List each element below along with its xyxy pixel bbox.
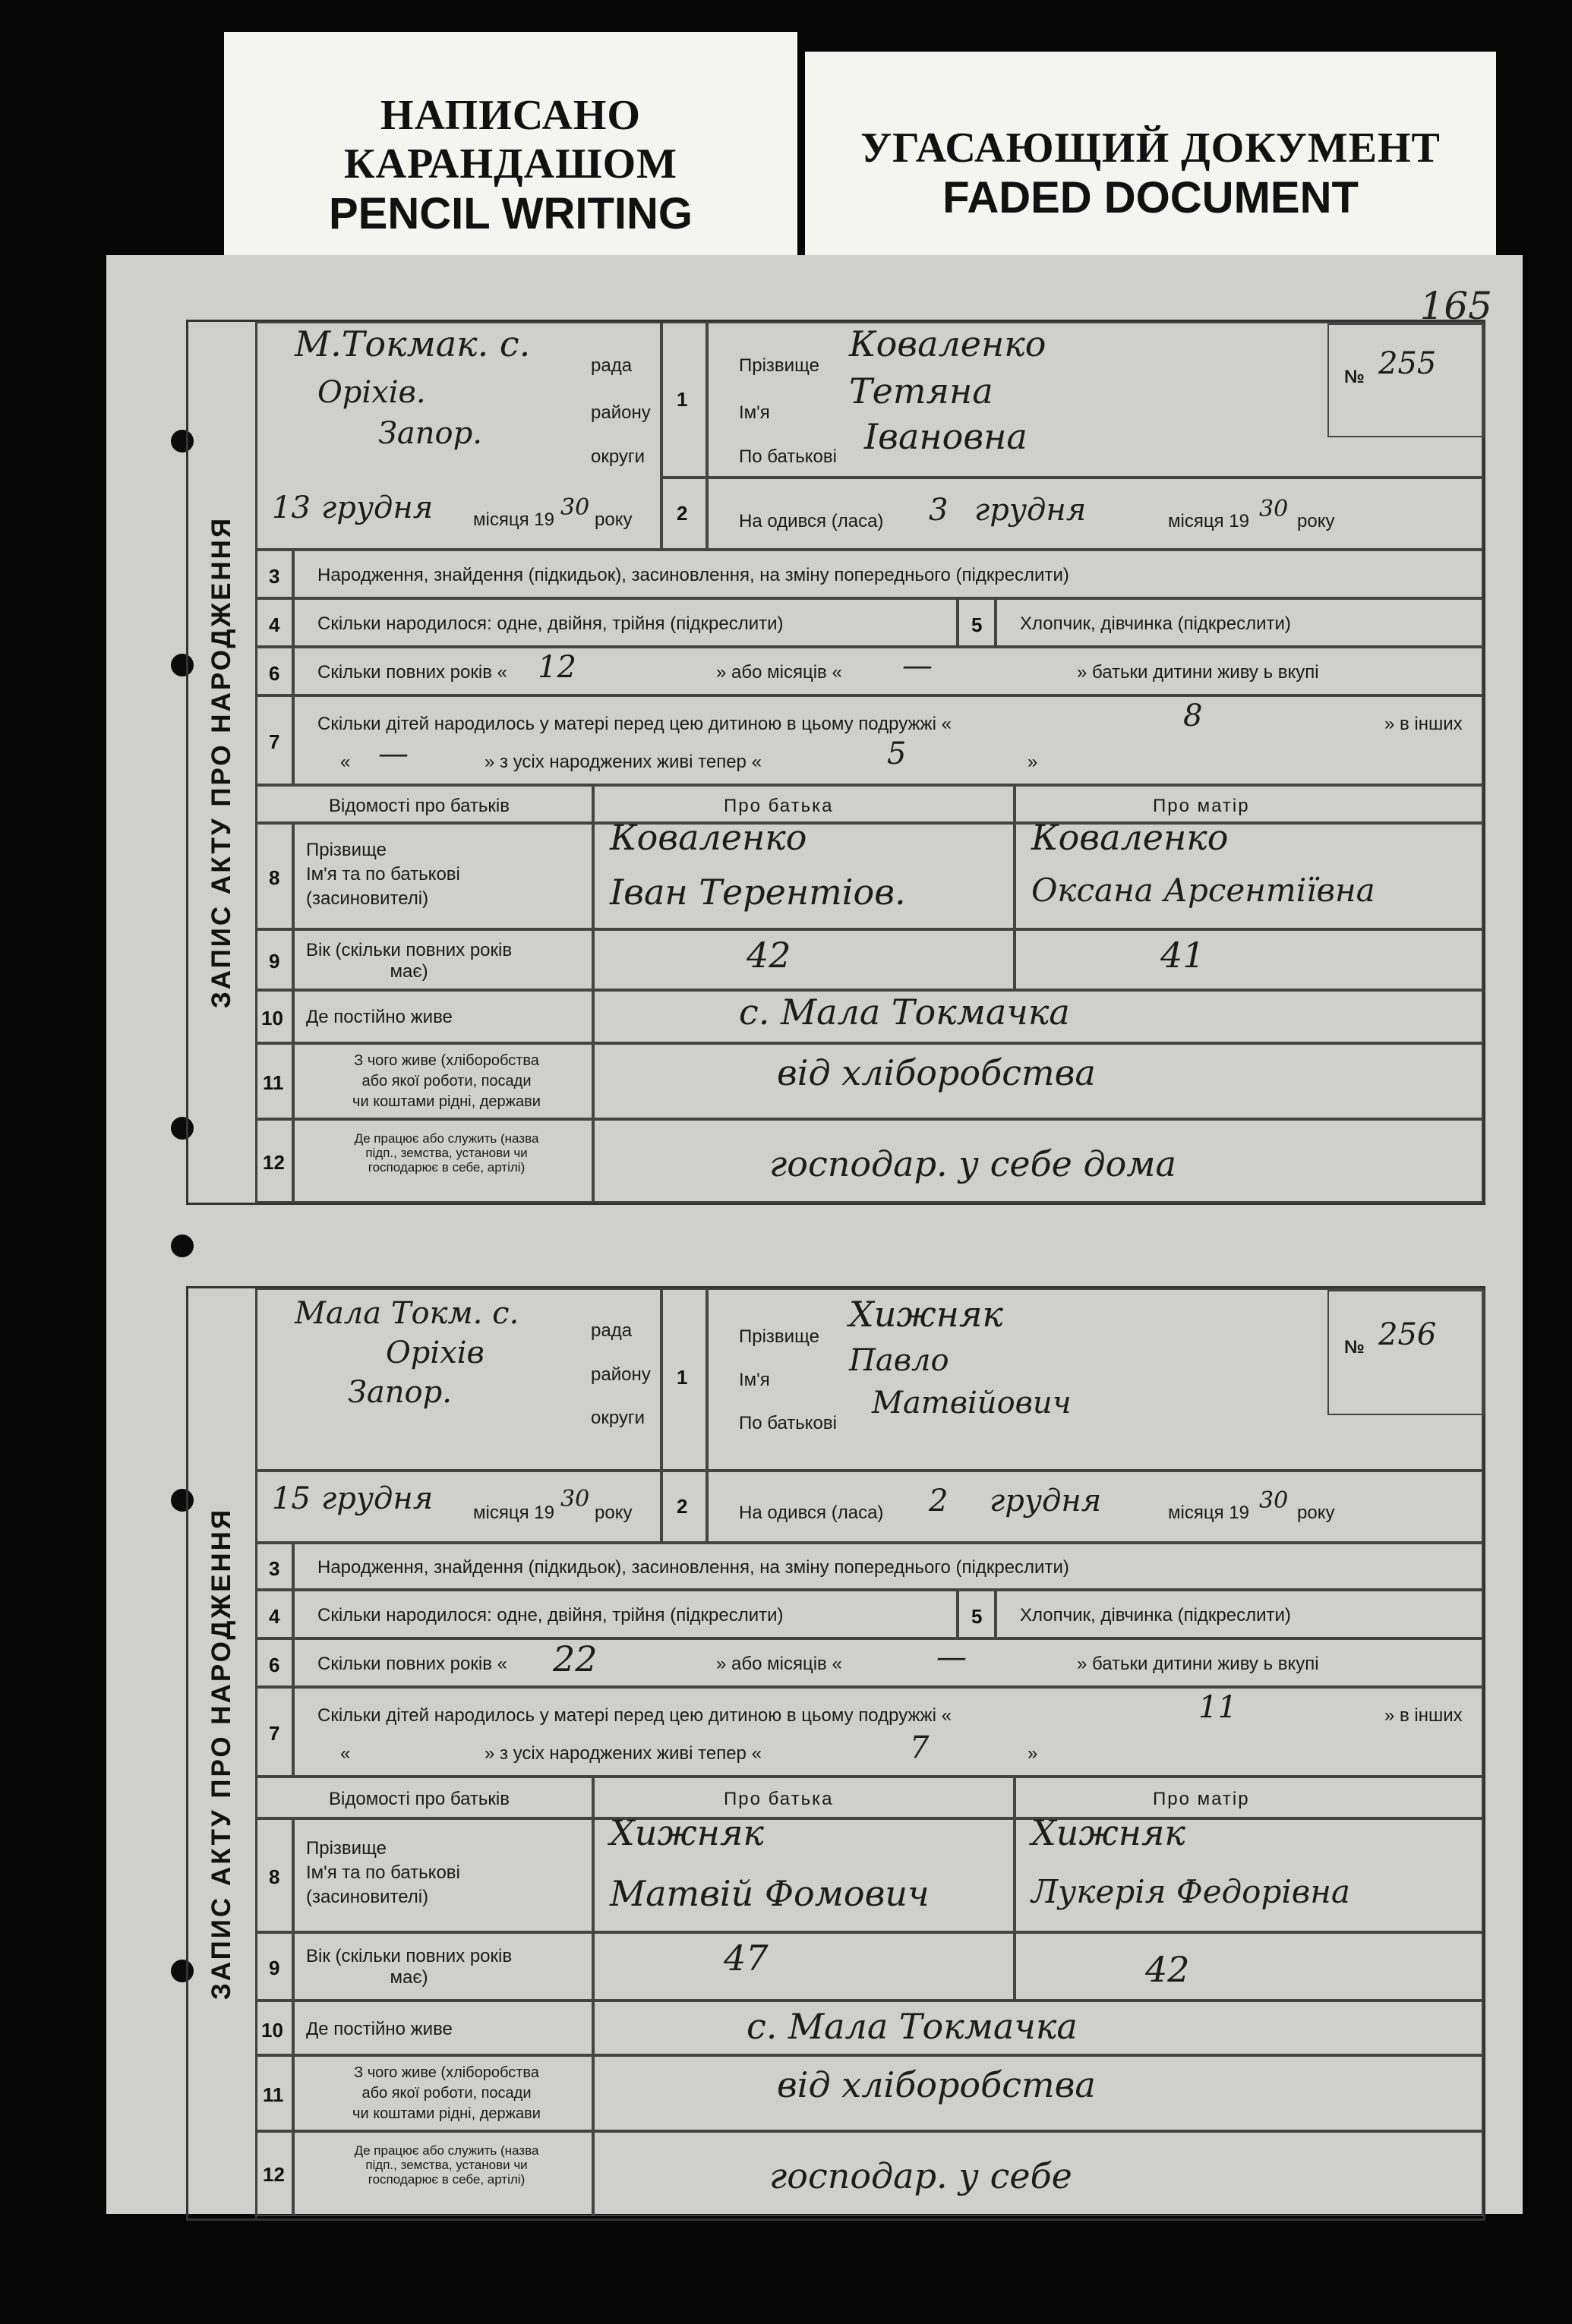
row-8-text: Прізвище Ім'я та по батькові (засиновителі) bbox=[306, 1838, 460, 1907]
header-vidomosti bbox=[255, 1777, 593, 1818]
father-age-cell bbox=[593, 1932, 1015, 2001]
row-3-text: Народження, знайдення (підкидьок), засиновлення, на зміну попереднього (підкреслити) bbox=[317, 565, 1069, 585]
birth-date-cell bbox=[707, 478, 1483, 550]
row-12-label bbox=[293, 1119, 593, 1203]
row-4-text: Скільки народилося: одне, двійня, трійня (підкреслити) bbox=[317, 1605, 784, 1626]
row-9-label bbox=[293, 929, 593, 990]
row-number-cell bbox=[661, 478, 707, 550]
row-num: 7 bbox=[269, 730, 280, 753]
punch-hole-icon bbox=[171, 1235, 194, 1257]
row-num: 4 bbox=[269, 613, 280, 636]
reg-day: 15 bbox=[272, 1481, 311, 1516]
row-num: 4 bbox=[269, 1605, 280, 1628]
row-num: 8 bbox=[269, 866, 280, 889]
row-8-label bbox=[293, 1818, 593, 1932]
rada-label: рада bbox=[591, 355, 633, 376]
header-text: Відомості про батьків bbox=[329, 796, 510, 816]
row-7-text: Скільки дітей народилось у матері перед цею дитиною в цьому подружжі « bbox=[317, 1705, 952, 1726]
row-num: 12 bbox=[263, 2163, 285, 2186]
children-alive: 7 bbox=[910, 1730, 930, 1765]
okrug-value: Запор. bbox=[378, 416, 482, 451]
row-number-cell bbox=[255, 990, 293, 1043]
birth-day: 2 bbox=[929, 1484, 949, 1518]
label-text: УГАСАЮЩИЙ ДОКУМЕНТ bbox=[860, 125, 1441, 172]
label-text: FADED DOCUMENT bbox=[942, 173, 1359, 222]
vertical-title-text: ЗАПИС АКТУ ПРО НАРОДЖЕННЯ bbox=[207, 516, 236, 1009]
header-text: Про матір bbox=[1153, 796, 1250, 816]
year-label: року bbox=[595, 509, 633, 530]
residence-value: с. Мала Токмачка bbox=[739, 992, 1070, 1033]
row-num: 7 bbox=[269, 1722, 280, 1745]
row-number-cell bbox=[255, 1638, 293, 1687]
children-other: — bbox=[378, 736, 409, 771]
mother-age-cell bbox=[1015, 929, 1483, 990]
name-label: Ім'я bbox=[739, 402, 770, 423]
row-8-label bbox=[293, 823, 593, 929]
row-number-cell bbox=[255, 1543, 293, 1590]
row-number-cell bbox=[255, 929, 293, 990]
born-label: На одився (ласа) bbox=[739, 511, 884, 531]
row-6-text: » батьки дитини живу ь вкупі bbox=[1077, 1654, 1319, 1674]
livelihood-cell bbox=[593, 2055, 1483, 2131]
row-number-cell bbox=[255, 1687, 293, 1777]
surname-label: Прізвище bbox=[739, 355, 819, 376]
reg-month: грудня bbox=[321, 1481, 434, 1516]
row-number-cell bbox=[958, 598, 996, 647]
row-number-cell bbox=[255, 1119, 293, 1203]
reg-day: 13 bbox=[272, 490, 311, 525]
row-num: 3 bbox=[269, 565, 280, 588]
mother-name-cell bbox=[1015, 817, 1483, 929]
livelihood-value: від хліборобства bbox=[777, 1052, 1096, 1093]
mother-name: Лукерія Федорівна bbox=[1031, 1873, 1350, 1910]
record-number: 256 bbox=[1378, 1317, 1437, 1352]
months-together: — bbox=[902, 648, 933, 683]
row-num: 12 bbox=[263, 1151, 285, 1174]
row-7-text: « bbox=[340, 752, 351, 772]
raion-label: району bbox=[591, 402, 651, 423]
row-num: 6 bbox=[269, 662, 280, 685]
month-label: місяця 19 bbox=[473, 509, 554, 530]
birth-year: 30 bbox=[1259, 496, 1289, 522]
children-before: 11 bbox=[1198, 1690, 1237, 1725]
mother-surname: Коваленко bbox=[1031, 817, 1229, 858]
okrug-label: округи bbox=[591, 1408, 646, 1428]
row-6-text: Скільки повних років « bbox=[317, 1654, 507, 1674]
row-7 bbox=[293, 695, 1483, 785]
rada-label: рада bbox=[591, 1320, 633, 1341]
row-7-text: » bbox=[1027, 752, 1038, 772]
row-num: 2 bbox=[677, 1495, 688, 1518]
row-4 bbox=[293, 1590, 958, 1638]
surname-value: Хижняк bbox=[849, 1294, 1003, 1335]
row-7-text: Скільки дітей народилось у матері перед цею дитиною в цьому подружжі « bbox=[317, 714, 952, 734]
child-name-cell bbox=[707, 322, 1483, 478]
record-number: 255 bbox=[1378, 346, 1437, 381]
number-label: № bbox=[1344, 367, 1365, 387]
row-3 bbox=[293, 550, 1483, 598]
header-text: Про матір bbox=[1153, 1789, 1250, 1809]
patronymic-value: Івановна bbox=[864, 416, 1027, 457]
birth-date-cell bbox=[707, 1471, 1483, 1543]
month-label: місяця 19 bbox=[1168, 511, 1249, 531]
row-7-text: » в інших bbox=[1384, 1705, 1463, 1726]
row-9-text: Вік (скільки повних років має) bbox=[306, 1946, 513, 1988]
father-name-cell bbox=[593, 1812, 1015, 1932]
mother-age: 41 bbox=[1160, 935, 1205, 976]
row-7 bbox=[293, 1687, 1483, 1777]
month-label: місяця 19 bbox=[1168, 1503, 1249, 1523]
faded-document-label bbox=[805, 52, 1496, 257]
mother-age-cell bbox=[1015, 1932, 1483, 2001]
row-number-cell bbox=[255, 1932, 293, 2001]
row-num: 2 bbox=[677, 502, 688, 525]
row-12-label bbox=[293, 2131, 593, 2216]
rada-value: М.Токмак. с. bbox=[295, 323, 531, 364]
row-9-label bbox=[293, 1932, 593, 2001]
vertical-title bbox=[188, 322, 257, 1203]
row-num: 5 bbox=[971, 613, 983, 636]
place-cell bbox=[255, 1288, 661, 1471]
header-text: Про батька bbox=[724, 796, 834, 816]
raion-label: району bbox=[591, 1364, 651, 1385]
row-num: 5 bbox=[971, 1605, 983, 1628]
mother-name-cell bbox=[1015, 1812, 1483, 1932]
pencil-writing-label bbox=[224, 32, 797, 256]
residence-cell bbox=[593, 990, 1483, 1043]
row-5 bbox=[996, 598, 1483, 647]
row-11-label bbox=[293, 1043, 593, 1119]
label-text: PENCIL WRITING bbox=[328, 189, 693, 238]
row-number-cell bbox=[958, 1590, 996, 1638]
page-number: 165 bbox=[1419, 284, 1492, 328]
okrug-label: округи bbox=[591, 446, 646, 467]
row-4 bbox=[293, 598, 958, 647]
surname-value: Коваленко bbox=[849, 323, 1046, 364]
birth-month: грудня bbox=[990, 1484, 1102, 1518]
row-number-cell bbox=[255, 647, 293, 695]
row-10-label bbox=[293, 990, 593, 1043]
row-12-text: Де працює або служить (назва підп., земства, установи чи господарює в себе, артілі) bbox=[354, 1131, 539, 1175]
row-11-text: З чого живе (хліборобства або якої роботи, посади чи коштами рідні, держави bbox=[352, 1052, 541, 1110]
vertical-title-text: ЗАПИС АКТУ ПРО НАРОДЖЕННЯ bbox=[207, 1507, 236, 2000]
row-6-text: Скільки повних років « bbox=[317, 662, 507, 683]
row-7-text: » в інших bbox=[1384, 714, 1463, 734]
record-number-box bbox=[1327, 1290, 1485, 1415]
name-value: Павло bbox=[849, 1343, 949, 1378]
birth-month: грудня bbox=[974, 493, 1087, 528]
born-label: На одився (ласа) bbox=[739, 1503, 884, 1523]
father-age: 47 bbox=[724, 1938, 769, 1979]
row-6-text: » або місяців « bbox=[716, 662, 842, 683]
patronymic-label: По батькові bbox=[739, 1413, 837, 1433]
row-number-cell bbox=[255, 695, 293, 785]
row-3-text: Народження, знайдення (підкидьок), засиновлення, на зміну попереднього (підкреслити) bbox=[317, 1557, 1069, 1578]
row-num: 10 bbox=[261, 1007, 283, 1030]
header-text: Відомості про батьків bbox=[329, 1789, 510, 1809]
row-12-text: Де працює або служить (назва підп., земства, установи чи господарює в себе, артілі) bbox=[354, 2143, 539, 2187]
row-num: 8 bbox=[269, 1865, 280, 1888]
row-number-cell bbox=[255, 823, 293, 929]
row-7-text: » bbox=[1027, 1743, 1038, 1764]
children-alive: 5 bbox=[887, 736, 907, 771]
residence-cell bbox=[593, 2001, 1483, 2055]
father-surname: Коваленко bbox=[610, 817, 807, 858]
children-before: 8 bbox=[1183, 698, 1203, 733]
residence-value: с. Мала Токмачка bbox=[747, 2006, 1078, 2047]
row-number-cell bbox=[255, 1590, 293, 1638]
row-num: 6 bbox=[269, 1654, 280, 1676]
row-6 bbox=[293, 647, 1483, 695]
row-num: 9 bbox=[269, 1957, 280, 1979]
row-11-label bbox=[293, 2055, 593, 2131]
birth-record-256 bbox=[186, 1286, 1485, 2221]
father-name: Іван Терентіов. bbox=[610, 872, 906, 913]
row-6-text: » батьки дитини живу ь вкупі bbox=[1077, 662, 1319, 683]
surname-label: Прізвище bbox=[739, 1326, 819, 1347]
patronymic-label: По батькові bbox=[739, 446, 837, 467]
work-cell bbox=[593, 2131, 1483, 2216]
raion-value: Оріхів. bbox=[317, 375, 426, 410]
patronymic-value: Матвійович bbox=[872, 1386, 1072, 1421]
row-number-cell bbox=[255, 550, 293, 598]
name-value: Тетяна bbox=[849, 371, 993, 412]
label-text: КАРАНДАШОМ bbox=[344, 140, 677, 188]
row-number-cell bbox=[255, 598, 293, 647]
birth-record-255 bbox=[186, 320, 1485, 1205]
father-name-cell bbox=[593, 817, 1015, 929]
row-5 bbox=[996, 1590, 1483, 1638]
months-together: — bbox=[936, 1640, 967, 1675]
work-value: господар. у себе bbox=[769, 2155, 1072, 2196]
reg-date-cell bbox=[255, 1471, 661, 1543]
row-num: 10 bbox=[261, 2019, 283, 2042]
month-label: місяця 19 bbox=[473, 1503, 554, 1523]
row-3 bbox=[293, 1543, 1483, 1590]
work-cell bbox=[593, 1119, 1483, 1203]
row-9-text: Вік (скільки повних років має) bbox=[306, 940, 513, 982]
row-num: 1 bbox=[677, 1366, 688, 1389]
father-surname: Хижняк bbox=[610, 1812, 764, 1853]
row-10-text: Де постійно живе bbox=[306, 2019, 453, 2039]
number-label: № bbox=[1344, 1337, 1365, 1358]
row-num: 11 bbox=[263, 2083, 284, 2106]
father-age-cell bbox=[593, 929, 1015, 990]
row-number-cell bbox=[255, 2055, 293, 2131]
row-number-cell bbox=[661, 1288, 707, 1471]
row-4-text: Скільки народилося: одне, двійня, трійня (підкреслити) bbox=[317, 613, 784, 634]
place-cell bbox=[255, 322, 661, 550]
row-number-cell bbox=[661, 1471, 707, 1543]
header-text: Про батька bbox=[724, 1789, 834, 1809]
father-name: Матвій Фомович bbox=[610, 1873, 930, 1914]
row-6-text: » або місяців « bbox=[716, 1654, 842, 1674]
year-label: року bbox=[595, 1503, 633, 1523]
livelihood-cell bbox=[593, 1043, 1483, 1119]
row-num: 3 bbox=[269, 1557, 280, 1580]
row-number-cell bbox=[661, 322, 707, 478]
row-number-cell bbox=[255, 1043, 293, 1119]
row-number-cell bbox=[255, 2131, 293, 2216]
row-num: 1 bbox=[677, 388, 688, 411]
work-value: господар. у себе дома bbox=[769, 1143, 1176, 1184]
raion-value: Оріхів bbox=[386, 1335, 485, 1370]
row-number-cell bbox=[255, 1818, 293, 1932]
row-7-text: » з усіх народжених живі тепер « bbox=[485, 1743, 762, 1764]
reg-year: 30 bbox=[560, 494, 590, 521]
year-label: року bbox=[1297, 1503, 1335, 1523]
row-8-text: Прізвище Ім'я та по батькові (засиновителі) bbox=[306, 840, 460, 909]
okrug-value: Запор. bbox=[348, 1375, 452, 1410]
row-num: 11 bbox=[263, 1071, 284, 1094]
row-5-text: Хлопчик, дівчинка (підкреслити) bbox=[1020, 1605, 1291, 1626]
row-10-text: Де постійно живе bbox=[306, 1007, 453, 1027]
label-text: НАПИСАНО bbox=[380, 92, 641, 139]
vertical-title bbox=[188, 1288, 257, 2218]
row-10-label bbox=[293, 2001, 593, 2055]
name-label: Ім'я bbox=[739, 1370, 770, 1390]
birth-day: 3 bbox=[929, 493, 949, 528]
document-sheet bbox=[106, 255, 1523, 2214]
years-together: 12 bbox=[538, 650, 576, 685]
rada-value: Мала Токм. с. bbox=[295, 1296, 519, 1331]
row-number-cell bbox=[255, 2001, 293, 2055]
header-vidomosti bbox=[255, 785, 593, 823]
mother-surname: Хижняк bbox=[1031, 1812, 1185, 1853]
livelihood-value: від хліборобства bbox=[777, 2064, 1096, 2105]
row-7-text: « bbox=[340, 1743, 351, 1764]
birth-year: 30 bbox=[1259, 1487, 1289, 1514]
reg-month: грудня bbox=[321, 490, 434, 525]
row-5-text: Хлопчик, дівчинка (підкреслити) bbox=[1020, 613, 1291, 634]
row-num: 9 bbox=[269, 950, 280, 973]
years-together: 22 bbox=[553, 1638, 598, 1679]
reg-year: 30 bbox=[560, 1486, 590, 1512]
year-label: року bbox=[1297, 511, 1335, 531]
row-7-text: » з усіх народжених живі тепер « bbox=[485, 752, 762, 772]
record-number-box bbox=[1327, 323, 1485, 437]
mother-age: 42 bbox=[1145, 1949, 1190, 1990]
row-11-text: З чого живе (хліборобства або якої роботи, посади чи коштами рідні, держави bbox=[352, 2064, 541, 2122]
father-age: 42 bbox=[747, 935, 791, 976]
child-name-cell bbox=[707, 1288, 1483, 1471]
row-6 bbox=[293, 1638, 1483, 1687]
mother-name: Оксана Арсентіївна bbox=[1031, 872, 1375, 909]
